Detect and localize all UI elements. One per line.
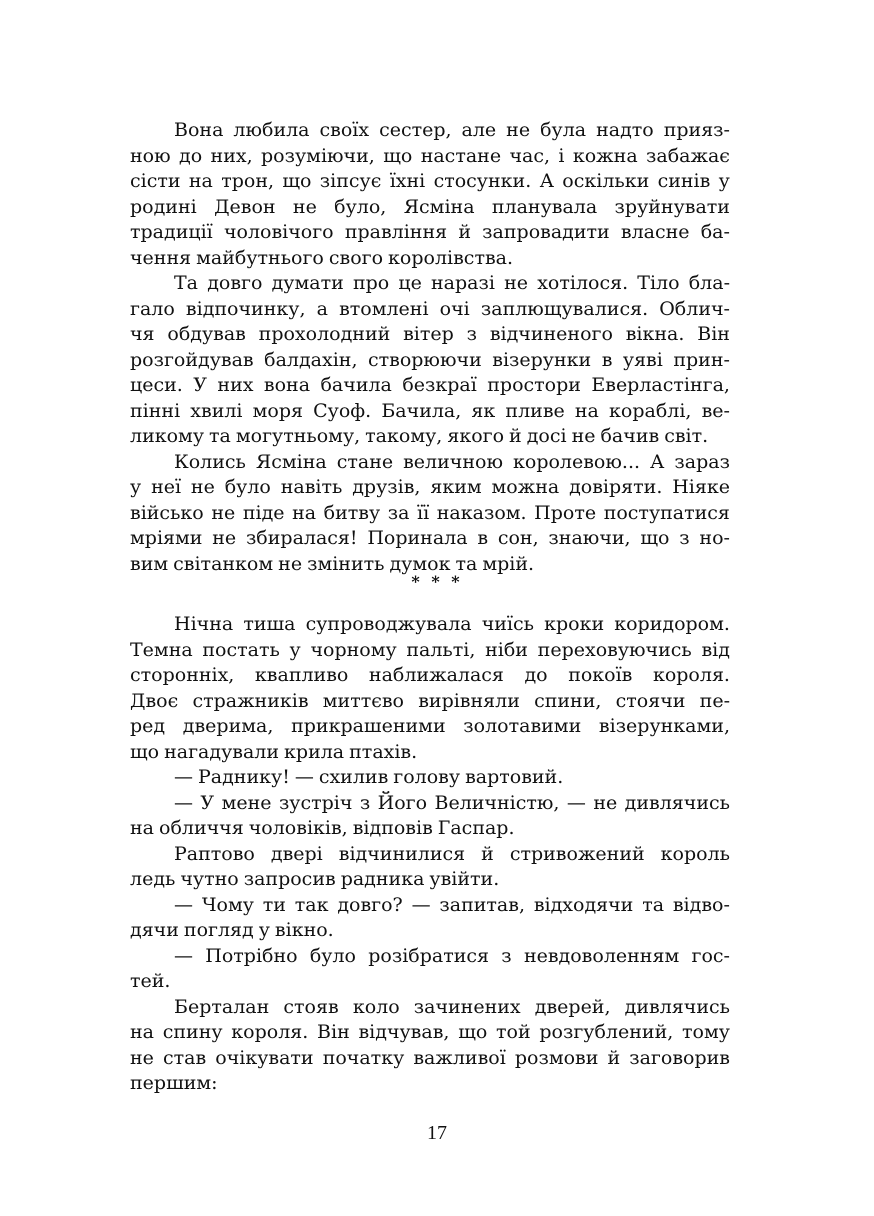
text-line: традиції чоловічого правління й запровадити власне ба‑	[130, 221, 730, 243]
text-line: військо не піде на битву за її наказом. Проте поступатися	[130, 501, 730, 524]
text-line: у неї не було навіть друзів, яким можна довіряти. Ніяке	[130, 476, 730, 498]
text-line: Та довго думати про це наразі не хотілося. Тіло бла‑	[174, 272, 730, 294]
text-line: чення майбутнього свого королівства.	[130, 246, 514, 269]
text-line: чя обдував прохолодний вітер з відчиненого вікна. Він	[130, 323, 730, 345]
text-line: — Чому ти так довго? — запитав, відходячи та відво‑	[174, 893, 730, 916]
text-line: сторонніх, квапливо наближалася до покоїв короля.	[130, 664, 730, 686]
text-line: першим:	[130, 1072, 218, 1094]
text-line: Вона любила своїх сестер, але не була надто прияз‑	[174, 119, 730, 141]
text-section-1	[130, 118, 730, 577]
text-line: мріями не збиралася! Поринала в сон, знаючи, що з но‑	[130, 527, 730, 549]
text-line: що нагадували крила птахів.	[130, 740, 418, 763]
text-line: — Раднику! — схилив голову вартовий.	[174, 766, 564, 788]
text-line: — Потрібно було розібратися з невдоволенням гос‑	[174, 944, 730, 967]
text-line: тей.	[130, 970, 171, 992]
text-line: розгойдував балдахін, створюючи візерунки в уяві прин‑	[130, 348, 730, 371]
text-line: Нічна тиша супроводжувала чиїсь кроки коридором.	[174, 613, 730, 635]
text-line: сісти на трон, що зіпсує їхні стосунки. А оскільки синів у	[130, 170, 730, 192]
text-line: пінні хвилі моря Суоф. Бачила, як пливе на кораблі, ве‑	[130, 399, 730, 422]
text-line: Берталан стояв коло зачинених дверей, дивлячись	[174, 995, 730, 1018]
text-line: вим світанком не змінить думок та мрій.	[130, 552, 535, 575]
text-line: цеси. У них вона бачила безкраї простори Еверластінга,	[130, 374, 730, 396]
text-line: дячи погляд у вікно.	[130, 919, 334, 941]
text-line: Двоє стражників миттєво вирівняли спини, стоячи пе‑	[130, 689, 730, 712]
text-line: на спину короля. Він відчував, що той розгублений, тому	[130, 1021, 730, 1043]
text-line: Темна постать у чорному пальті, ніби переховуючись від	[130, 638, 730, 661]
text-line: родині Девон не було, Ясміна планувала зруйнувати	[130, 195, 730, 218]
text-section-2	[130, 612, 730, 1097]
text-line: ледь чутно запросив радника увійти.	[130, 868, 500, 890]
text-line: Колись Ясміна стане величною королевою... А зараз	[174, 450, 730, 473]
text-line: ликому та могутньому, такому, якого й досі не бачив світ.	[130, 425, 709, 447]
page-number: 17	[427, 1122, 447, 1144]
section-separator: * * *	[411, 572, 463, 591]
text-line: — У мене зустріч з Його Величністю, — не дивлячись	[174, 791, 730, 814]
text-line: на обличчя чоловіків, відповів Гаспар.	[130, 817, 515, 839]
text-line: гало відпочинку, а втомлені очі заплющувалися. Облич‑	[130, 297, 730, 320]
text-line: не став очікувати початку важливої розмови й заговорив	[130, 1046, 730, 1069]
text-line: ною до них, розуміючи, що настане час, і кожна забажає	[130, 144, 730, 167]
text-line: ред дверима, прикрашеними золотавими візерунками,	[130, 715, 730, 737]
text-line: Раптово двері відчинилися й стривожений король	[174, 842, 730, 865]
